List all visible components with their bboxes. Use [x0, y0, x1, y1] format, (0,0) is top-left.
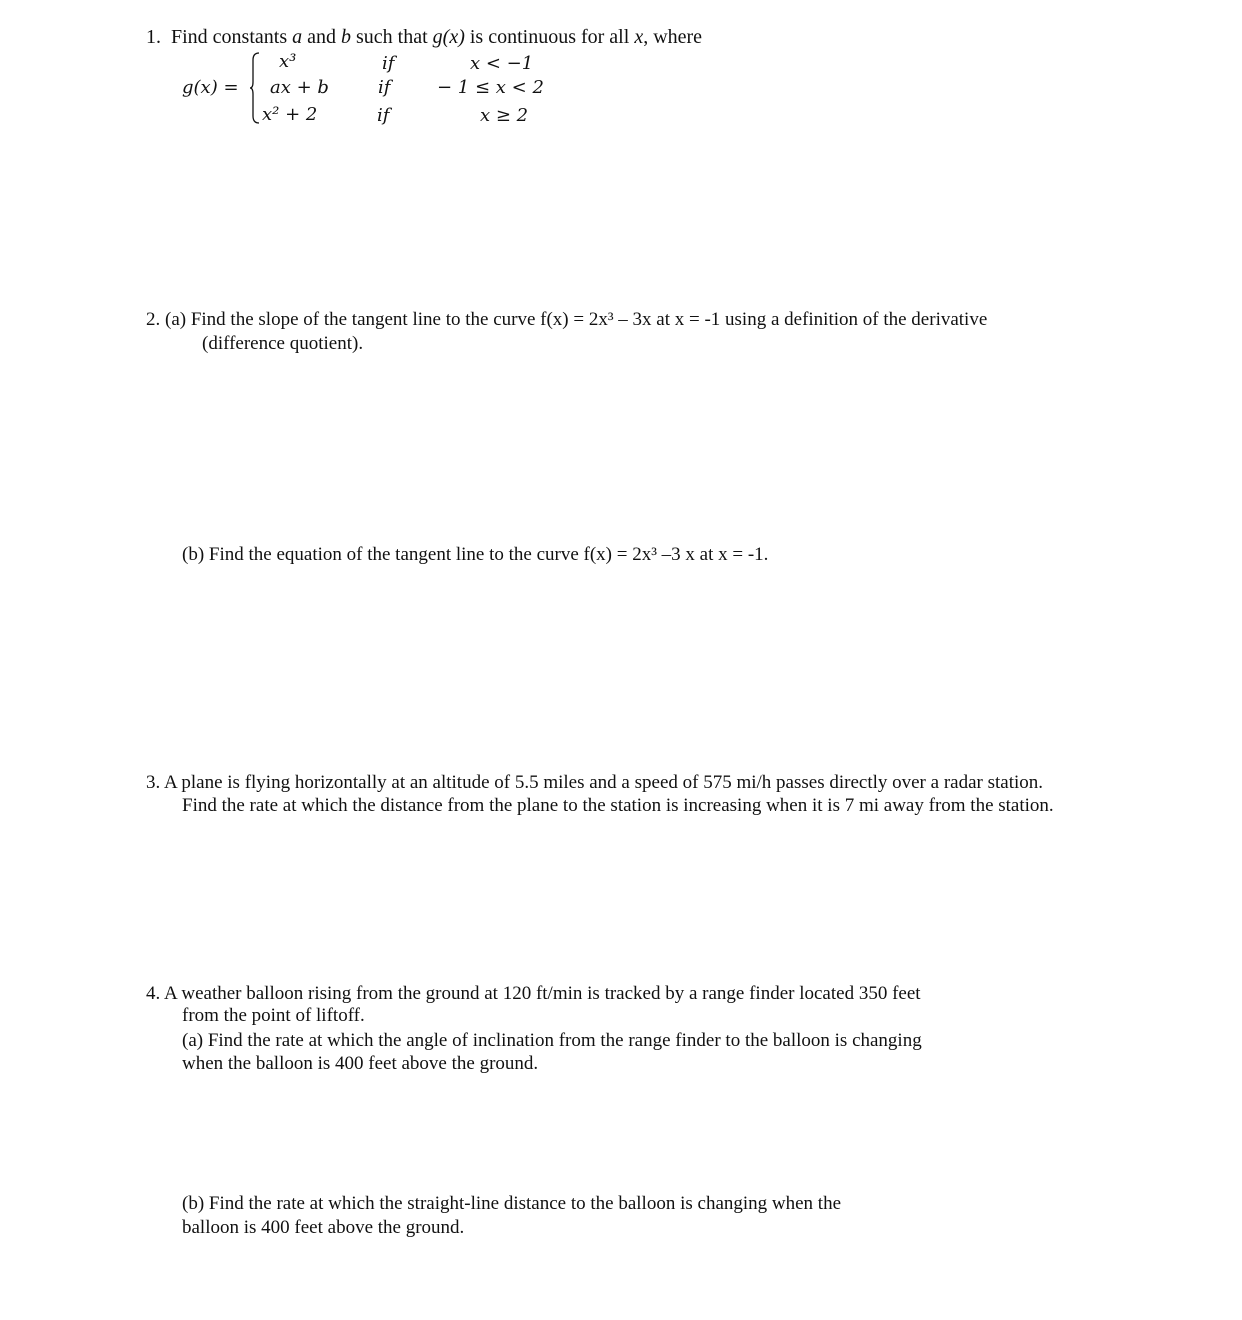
q1-text-where: , where [643, 26, 703, 48]
q1-case1-if: if [382, 53, 395, 74]
q4a-line2: when the balloon is 400 feet above the ground. [182, 1053, 539, 1074]
q1-func: g(x) [432, 26, 465, 48]
q4b-line1: (b) Find the rate at which the straight-line distance to the balloon is changing when the [182, 1193, 842, 1214]
q2a-line1: 2. (a) Find the slope of the tangent line to the curve f(x) = 2x³ – 3x at x = -1 using a definition of the derivative [146, 309, 988, 330]
q1-text-such-that: such that [356, 26, 428, 48]
q1-left-brace [250, 52, 260, 124]
q1-var-a: a [292, 26, 303, 48]
q1-case3-cond: x ≥ 2 [480, 105, 529, 126]
q1-var-b: b [341, 26, 352, 48]
q4-line1: 4. A weather balloon rising from the ground at 120 ft/min is tracked by a range finder located 350 feet [146, 983, 921, 1004]
q4-line2: from the point of liftoff. [182, 1005, 365, 1026]
q1-text-and: and [307, 26, 337, 48]
q1-text-rest: is continuous for all [469, 26, 630, 48]
q4b-line2: balloon is 400 feet above the ground. [182, 1217, 465, 1238]
q1-prompt [146, 25, 702, 49]
q4a-line1: (a) Find the rate at which the angle of inclination from the range finder to the balloon is changing [182, 1030, 922, 1051]
q1-case3-expr: x² + 2 [262, 104, 318, 125]
q1-lhs: g(x) = [182, 77, 239, 98]
q1-text-1: Find constants [171, 26, 288, 48]
q1-case1-cond: x < −1 [470, 53, 534, 74]
q1-case2-expr: ax + b [270, 77, 329, 98]
q3-line1: 3. A plane is flying horizontally at an altitude of 5.5 miles and a speed of 575 mi/h passes directly over a radar station. [146, 772, 1043, 793]
q2b-line: (b) Find the equation of the tangent line to the curve f(x) = 2x³ –3 x at x = -1. [182, 544, 769, 565]
q2a-line2: (difference quotient). [202, 333, 364, 354]
q1-case2-if: if [378, 77, 391, 98]
q1-case3-if: if [377, 105, 390, 126]
q1-var-x: x [634, 26, 644, 48]
q1-case2-cond: − 1 ≤ x < 2 [437, 77, 544, 98]
q1-number: 1. [146, 26, 161, 48]
q1-case1-expr: x³ [279, 51, 297, 72]
q3-line2: Find the rate at which the distance from the plane to the station is increasing when it is 7 mi away from the station. [182, 795, 1054, 816]
